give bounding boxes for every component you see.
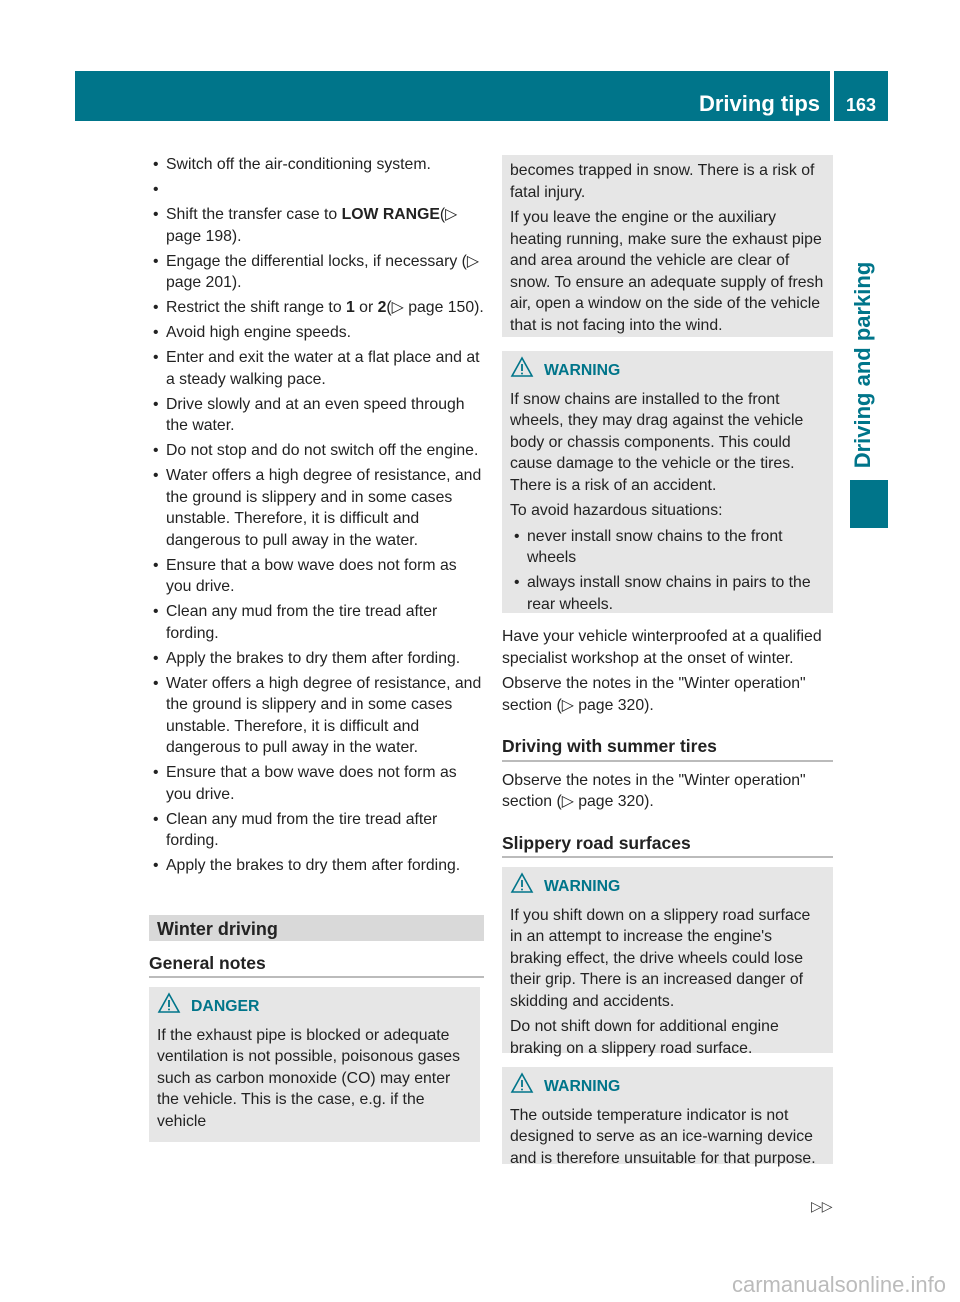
bullet-item: • Clean any mud from the tire tread after fording. <box>149 809 484 852</box>
box-text: becomes trapped in snow. There is a risk of fatal injury. <box>510 162 815 201</box>
side-tab-label: Driving and parking <box>850 261 875 469</box>
bullet-item: • Enter and exit the water at a flat place and at a steady walking pace. <box>149 347 484 390</box>
warning-text: If snow chains are installed to the front wheels, they may drag against the vehicle body or chassis components. This could cause damage to the vehicle or the tires. There is a risk of an accident. <box>510 390 804 494</box>
warning-triangle-icon <box>510 872 534 901</box>
bullet-item: • Engage the differential locks, if necessary (▷ page 201). <box>149 251 484 294</box>
warning-label: WARNING <box>544 877 621 895</box>
bullet-item: • Drive slowly and at an even speed through the water. <box>149 394 484 437</box>
paragraph: Observe the notes in the "Winter operation" section (▷ page 320). <box>502 771 806 810</box>
danger-label: DANGER <box>191 997 260 1015</box>
bullet-item: • Ensure that a bow wave does not form as you drive. <box>149 762 484 805</box>
slippery-warning-box <box>502 867 833 1057</box>
right-column <box>502 155 833 1167</box>
bullet-item: • Do not stop and do not switch off the engine. <box>149 440 484 462</box>
warning-text: The outside temperature indicator is not designed to serve as an ice-warning device and is therefore unsuitable for that purpose. <box>510 1106 816 1167</box>
left-column <box>149 154 484 1142</box>
warning-text: To avoid hazardous situations: <box>510 502 723 519</box>
exhaust-danger-continued-box <box>502 155 833 337</box>
warning-label: WARNING <box>544 1077 621 1095</box>
danger-box <box>149 987 480 1142</box>
slippery-roads-heading: Slippery road surfaces <box>502 833 833 859</box>
snow-chains-warning-box <box>502 351 833 613</box>
bullet-item: • Water offers a high degree of resistance, and the ground is slippery and in some cases unstable. Therefore, it is difficult and dangerous to pull away in the water. <box>149 465 484 551</box>
bullet-item <box>149 179 484 201</box>
bullet-item: • Restrict the shift range to 1 or 2(▷ page 150). <box>149 297 484 319</box>
warning-triangle-icon <box>157 992 181 1021</box>
danger-text: If the exhaust pipe is blocked or adequate ventilation is not possible, poisonous gases such as carbon monoxide (CO) may enter the vehicle. This is the case, e.g. if the vehicle <box>157 1026 460 1130</box>
bullet-item: • Shift the transfer case to LOW RANGE(▷ page 198). <box>149 204 484 247</box>
fording-bullet-list <box>149 154 484 877</box>
section-title: Driving tips <box>75 71 830 121</box>
warning-triangle-icon <box>510 356 534 385</box>
bullet-item: • Avoid high engine speeds. <box>149 322 484 344</box>
warning-triangle-icon <box>510 1072 534 1101</box>
bullet-item: • Apply the brakes to dry them after fording. <box>149 855 484 877</box>
side-tab-marker <box>850 480 888 528</box>
continue-arrow-icon: ▷▷ <box>811 1198 833 1214</box>
general-notes-heading: General notes <box>149 953 484 979</box>
warning-text: If you shift down on a slippery road surface in an attempt to increase the engine's braking effect, the drive wheels could lose their grip. There is an increased danger of skidding and accidents. <box>510 906 811 1010</box>
warning-label: WARNING <box>544 361 621 379</box>
bullet-item: • Water offers a high degree of resistance, and the ground is slippery and in some cases unstable. Therefore, it is difficult and dangerous to pull away in the water. <box>149 673 484 759</box>
page-number: 163 <box>834 71 888 121</box>
warning-text: Do not shift down for additional engine braking on a slippery road surface. <box>510 1018 779 1057</box>
box-text: If you leave the engine or the auxiliary heating running, make sure the exhaust pipe and area around the vehicle are clear of snow. To ensure an adequate supply of fresh air, open a window on the side of the vehicle that is not facing into the wind. <box>510 209 824 334</box>
winter-driving-heading: Winter driving <box>149 915 484 941</box>
bullet-item: • Apply the brakes to dry them after fording. <box>149 648 484 670</box>
warning-bullet: • always install snow chains in pairs to the rear wheels. <box>510 572 825 615</box>
paragraph: Observe the notes in the "Winter operation" section (▷ page 320). <box>502 675 806 714</box>
warning-bullet: • never install snow chains to the front wheels <box>510 526 825 569</box>
bullet-item: • Switch off the air-conditioning system. <box>149 154 484 176</box>
temperature-warning-box <box>502 1067 833 1167</box>
bullet-item: • Ensure that a bow wave does not form as you drive. <box>149 555 484 598</box>
paragraph: Have your vehicle winterproofed at a qualified specialist workshop at the onset of winter. <box>502 628 822 667</box>
summer-tires-heading: Driving with summer tires <box>502 736 833 762</box>
watermark: carmanualsonline.info <box>731 1272 946 1297</box>
bullet-item: • Clean any mud from the tire tread after fording. <box>149 601 484 644</box>
side-tab <box>838 255 888 475</box>
